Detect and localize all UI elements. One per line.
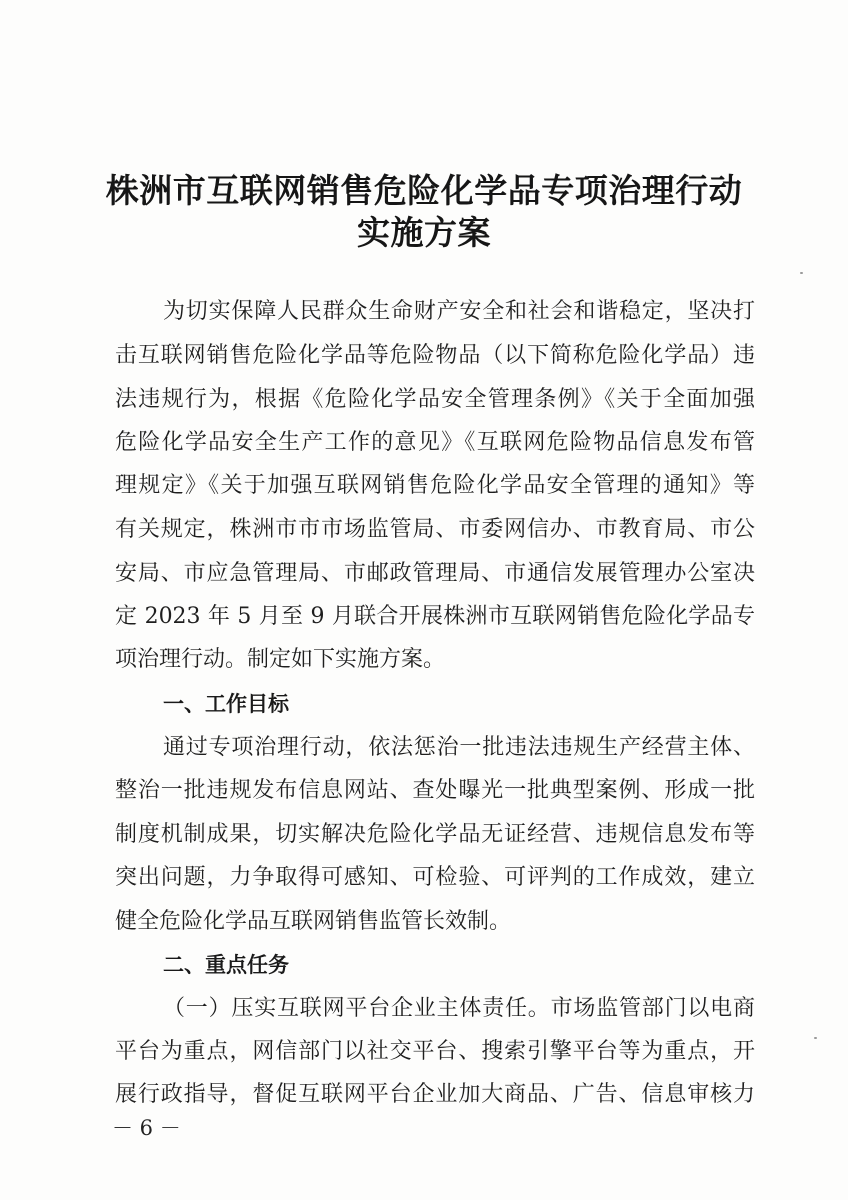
paragraph-line: 法违规行为，根据《危险化学品安全管理条例》《关于全面加强 xyxy=(115,387,755,412)
paragraph-line: 健全危险化学品互联网销售监管长效制。 xyxy=(115,909,512,934)
paragraph-line: 通过专项治理行动，依法惩治一批违法违规生产经营主体、 xyxy=(163,735,755,760)
paragraph-line: 展行政指导，督促互联网平台企业加大商品、广告、信息审核力 xyxy=(115,1082,755,1107)
scan-speck xyxy=(800,272,803,274)
paragraph-line: 安局、市应急管理局、市邮政管理局、市通信发展管理办公室决 xyxy=(115,561,755,586)
document-title-line-2: 实施方案 xyxy=(357,213,491,252)
paragraph-line: （一）压实互联网平台企业主体责任。市场监管部门以电商 xyxy=(163,996,755,1021)
page-number: － 6 － xyxy=(112,1116,181,1140)
paragraph-line: 项治理行动。制定如下实施方案。 xyxy=(115,647,446,672)
section-heading: 一、工作目标 xyxy=(163,692,289,716)
paragraph-line: 平台为重点，网信部门以社交平台、搜索引擎平台等为重点，开 xyxy=(115,1039,755,1064)
paragraph-line: 击互联网销售危险化学品等危险物品（以下简称危险化学品）违 xyxy=(115,343,755,368)
document-title-line-1: 株洲市互联网销售危险化学品专项治理行动 xyxy=(105,171,743,210)
paragraph-line: 有关规定，株洲市市市场监管局、市委网信办、市教育局、市公 xyxy=(115,517,755,542)
paragraph-line: 整治一批违规发布信息网站、查处曝光一批典型案例、形成一批 xyxy=(115,778,755,803)
section-heading: 二、重点任务 xyxy=(163,953,289,977)
paragraph-line: 理规定》《关于加强互联网销售危险化学品安全管理的通知》等 xyxy=(115,473,755,498)
paragraph-line: 制度机制成果，切实解决危险化学品无证经营、违规信息发布等 xyxy=(115,822,755,847)
paragraph-line: 突出问题，力争取得可感知、可检验、可评判的工作成效，建立 xyxy=(115,865,755,890)
scan-speck xyxy=(814,1037,817,1039)
paragraph-line: 定 2023 年 5 月至 9 月联合开展株洲市互联网销售危险化学品专 xyxy=(115,604,755,629)
paragraph-line: 危险化学品安全生产工作的意见》《互联网危险物品信息发布管 xyxy=(115,430,755,455)
paragraph-line: 为切实保障人民群众生命财产安全和社会和谐稳定，坚决打 xyxy=(163,299,755,324)
